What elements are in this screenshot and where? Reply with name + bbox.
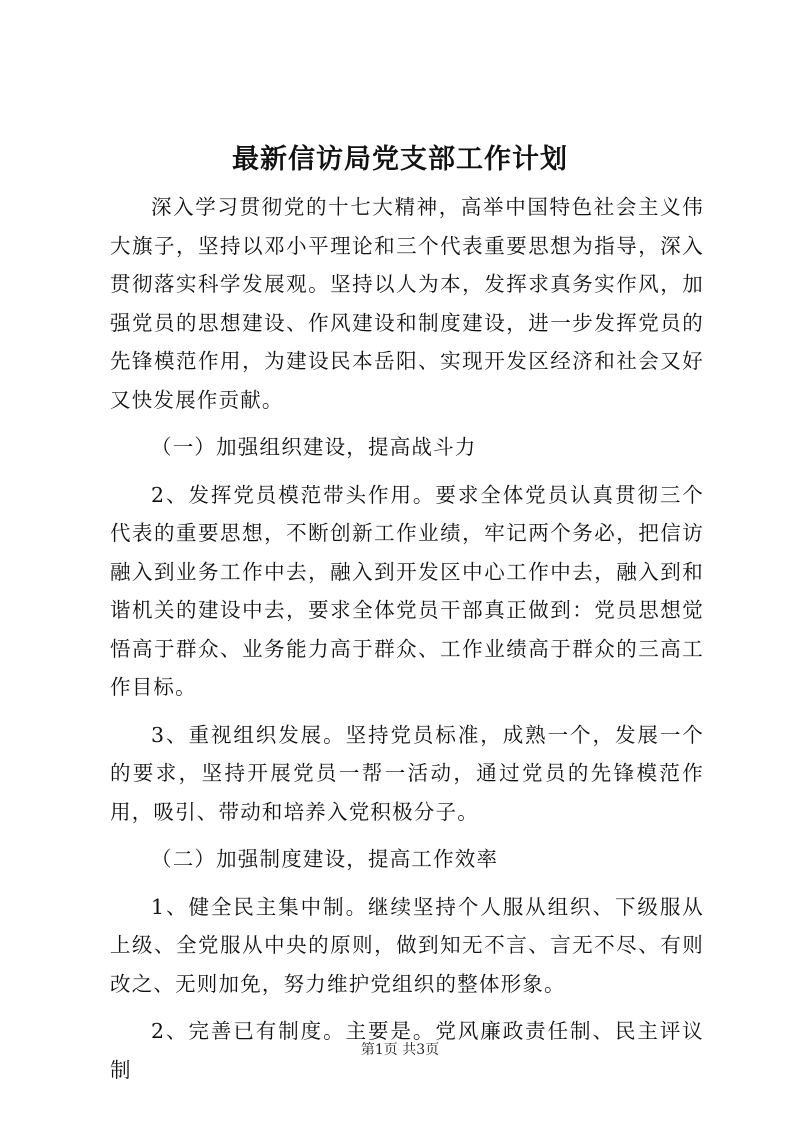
paragraph-improve-systems: 2、完善已有制度。主要是。党风廉政责任制、民主评议制 <box>110 1019 704 1082</box>
document-body <box>110 188 704 1098</box>
paragraph-democratic-centralism: 1、健全民主集中制。继续坚持个人服从组织、下级服从上级、全党服从中央的原则，做到知无不言、言无不尽、有则改之、无则加免，努力维护党组织的整体形象。 <box>110 894 704 996</box>
document-title: 最新信访局党支部工作计划 <box>232 144 568 175</box>
section-heading-system: （二）加强制度建设，提高工作效率 <box>151 847 499 871</box>
paragraph-intro: 深入学习贯彻党的十七大精神，高举中国特色社会主义伟大旗子，坚持以邓小平理论和三个代表重要思想为指导，深入贯彻落实科学发展观。坚持以人为本，发挥求真务实作风，加强党员的思想建设、作风建设和制度建设，进一步发挥党员的先锋模范作用，为建设民本岳阳、实现开发区经济和社会又好又快发展作贡献。 <box>110 195 704 412</box>
paragraph-party-member-role: 2、发挥党员模范带头作用。要求全体党员认真贯彻三个代表的重要思想，不断创新工作业绩，牢记两个务必，把信访融入到业务工作中去，融入到开发区中心工作中去，融入到和谐机关的建设中去，要求全体党员干部真正做到：党员思想觉悟高于群众、业务能力高于群众、工作业绩高于群众的三高工作目标。 <box>110 482 704 699</box>
section-heading-organization: （一）加强组织建设，提高战斗力 <box>151 435 477 459</box>
page-footer: 第1页 共3页 <box>360 1042 440 1058</box>
paragraph-organization-development: 3、重视组织发展。坚持党员标准，成熟一个，发展一个的要求，坚持开展党员一帮一活动，通过党员的先锋模范作用，吸引、带动和培养入党积极分子。 <box>110 722 704 824</box>
